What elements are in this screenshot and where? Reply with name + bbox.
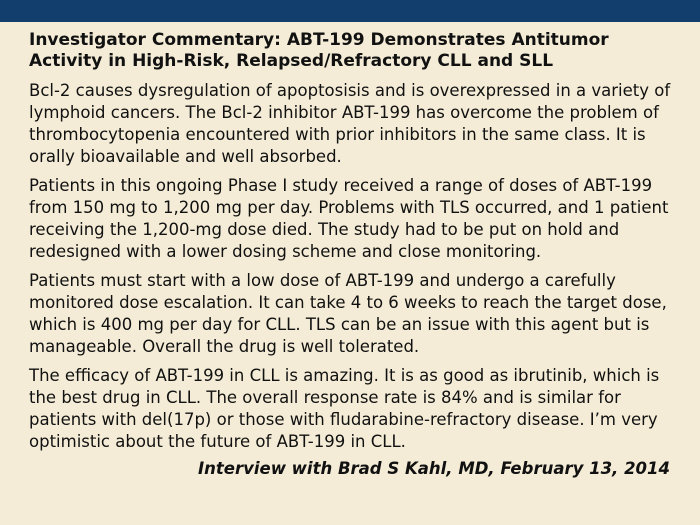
header-bar <box>0 0 700 22</box>
paragraph-dose-escalation: Patients must start with a low dose of ABT-199 and undergo a carefully monitored dose escalation. It can take 4 to 6 weeks to reach the target dose, which is 400 mg per day for CLL. TLS can be an issue with this agent but is manageable. Overall the drug is well tolerated. <box>29 271 667 356</box>
slide-content <box>29 30 679 460</box>
paragraph-phase1-study: Patients in this ongoing Phase I study received a range of doses of ABT-199 from 150 mg to 1,200 mg per day. Problems with TLS occurred, and 1 patient receiving the 1,200-mg dose died. The study had to be put on hold and redesigned with a lower dosing scheme and close monitoring. <box>29 176 669 261</box>
title-line-1: Investigator Commentary: ABT-199 Demonstrates Antitumor <box>29 30 609 50</box>
title-line-2: Activity in High-Risk, Relapsed/Refractory CLL and SLL <box>29 51 554 71</box>
slide-title <box>29 30 679 72</box>
interview-attribution: Interview with Brad S Kahl, MD, February 13, 2014 <box>197 459 670 478</box>
paragraph-bcl2: Bcl-2 causes dysregulation of apoptosisis and is overexpressed in a variety of lymphoid cancers. The Bcl-2 inhibitor ABT-199 has overcome the problem of thrombocytopenia encountered with prior inhibitors in the same class. It is orally bioavailable and well absorbed. <box>29 81 671 166</box>
paragraph-efficacy: The efficacy of ABT-199 in CLL is amazing. It is as good as ibrutinib, which is the best drug in CLL. The overall response rate is 84% and is similar for patients with del(17p) or those with fludarabine-refractory disease. I’m very optimistic about the future of ABT-199 in CLL. <box>29 366 660 451</box>
